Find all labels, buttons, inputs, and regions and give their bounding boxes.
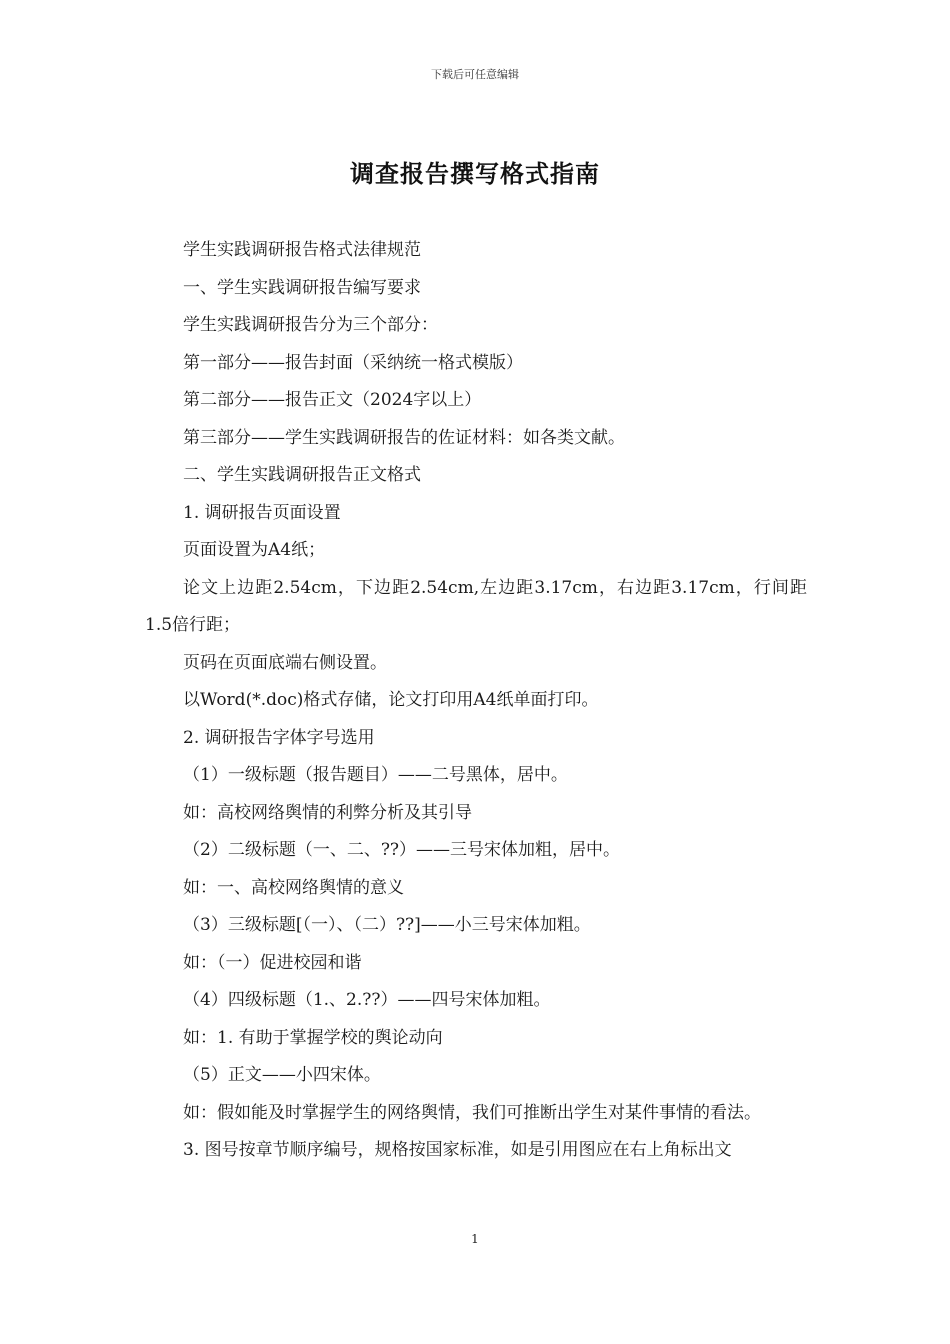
paragraph: 学生实践调研报告分为三个部分：: [183, 315, 438, 335]
section-heading: 二、学生实践调研报告正文格式: [183, 465, 421, 485]
list-item: 第二部分——报告正文（2024字以上）: [183, 390, 482, 410]
example-line: 如：1. 有助于掌握学校的舆论动向: [183, 1027, 443, 1048]
example-line: 如：高校网络舆情的利弊分析及其引导: [183, 802, 472, 823]
list-item: 第一部分——报告封面（采纳统一格式模版）: [183, 352, 523, 373]
subsection-heading: 2. 调研报告字体字号选用: [183, 727, 375, 748]
paragraph: 以Word(*.doc)格式存储，论文打印用A4纸单面打印。: [183, 690, 599, 710]
list-item: （4）四级标题（1.、2.??）——四号宋体加粗。: [183, 990, 551, 1010]
list-item: （2）二级标题（一、二、??）——三号宋体加粗，居中。: [183, 840, 621, 860]
document-title: 调查报告撰写格式指南: [350, 160, 600, 188]
example-line: 如：（一）促进校园和谐: [183, 952, 362, 973]
example-line: 如：一、高校网络舆情的意义: [183, 877, 404, 898]
list-item: （5）正文——小四宋体。: [183, 1065, 381, 1085]
subsection-heading: 3. 图号按章节顺序编号，规格按国家标准，如是引用图应在右上角标出文: [183, 1140, 732, 1160]
section-heading: 一、学生实践调研报告编写要求: [183, 277, 421, 298]
page-number: 1: [471, 1232, 479, 1246]
paragraph: 页面设置为A4纸；: [183, 540, 326, 560]
document-body: [145, 232, 807, 1170]
list-item: （3）三级标题[（一）、（二）??]——小三号宋体加粗。: [183, 915, 591, 935]
list-item: 第三部分——学生实践调研报告的佐证材料：如各类文献。: [183, 427, 625, 448]
example-line: 如：假如能及时掌握学生的网络舆情，我们可推断出学生对某件事情的看法。: [183, 1102, 761, 1123]
list-item: （1）一级标题（报告题目）——二号黑体，居中。: [183, 765, 568, 785]
subsection-heading: 1. 调研报告页面设置: [183, 502, 341, 523]
paragraph: 学生实践调研报告格式法律规范: [183, 240, 421, 260]
paragraph: 论文上边距2.54cm，下边距2.54cm,左边距3.17cm，右边距3.17cm，行间距1.5倍行距；: [145, 577, 807, 635]
page-header: 下载后可任意编辑: [431, 68, 519, 81]
paragraph: 页码在页面底端右侧设置。: [183, 652, 387, 673]
